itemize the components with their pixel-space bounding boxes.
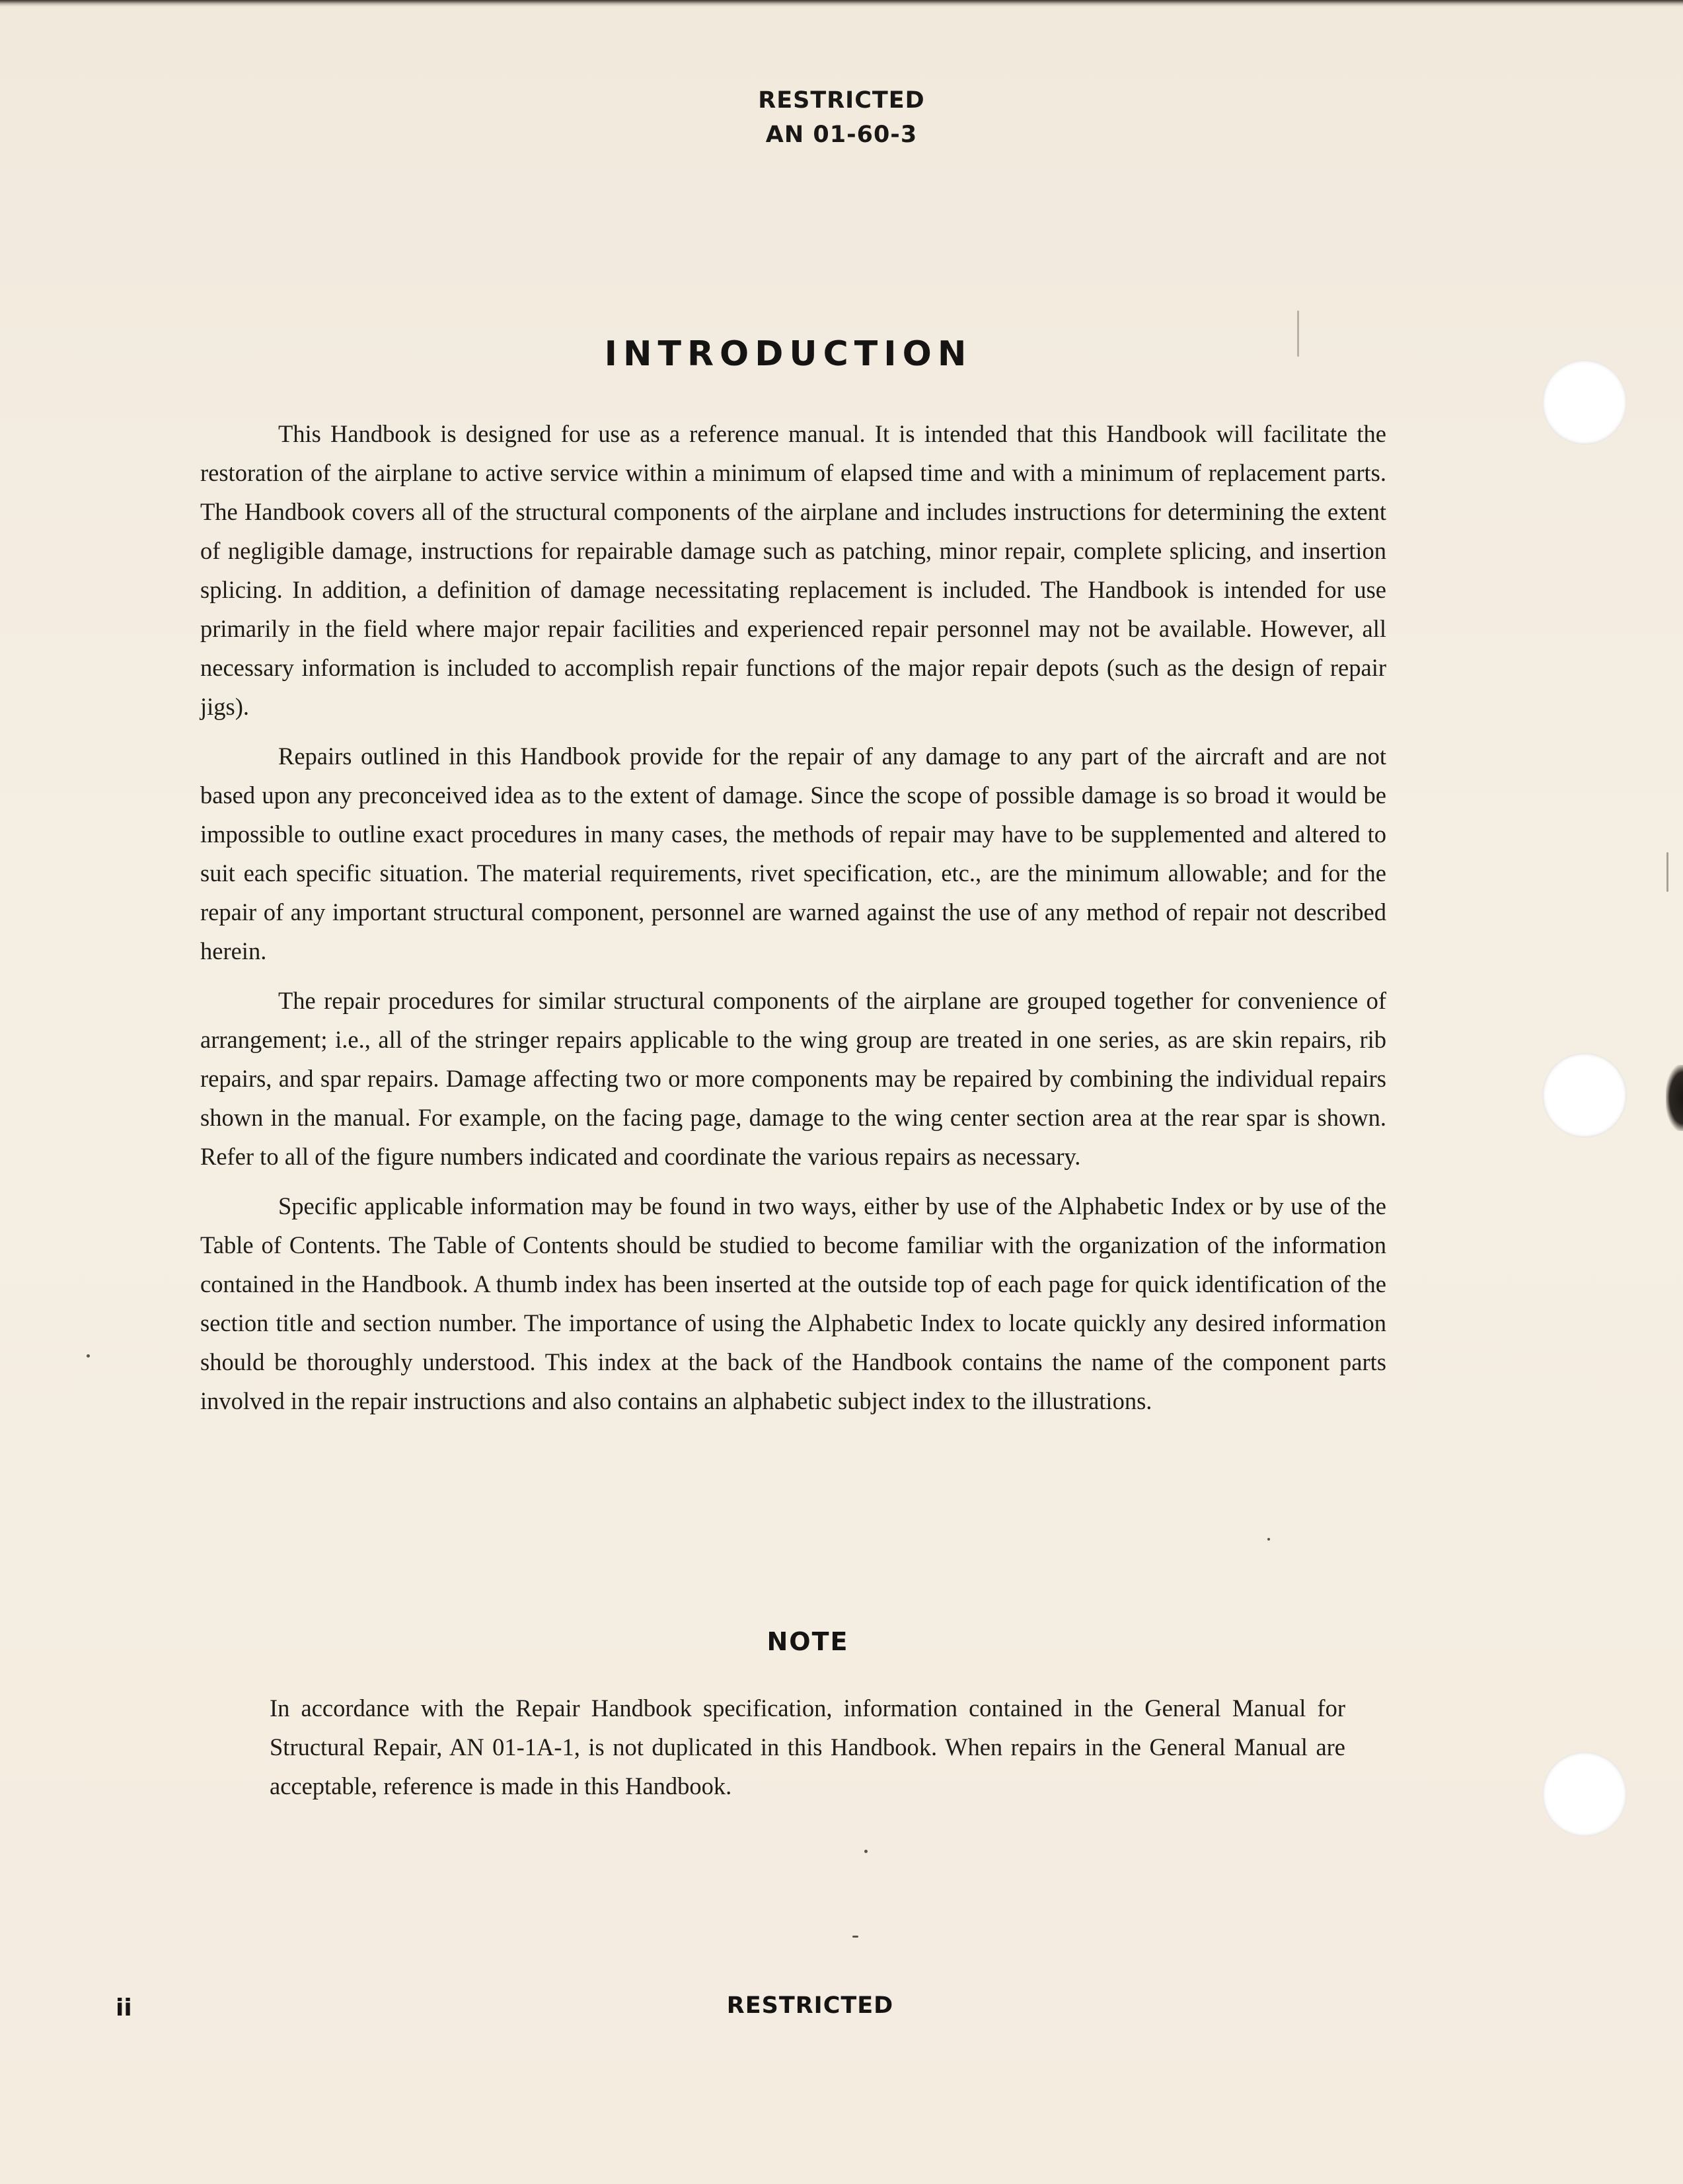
note-title: NOTE bbox=[767, 1627, 849, 1656]
paper-fleck bbox=[1666, 852, 1668, 892]
paper-fleck bbox=[1267, 1538, 1270, 1541]
binder-hole-middle bbox=[1542, 1053, 1627, 1138]
page-title: INTRODUCTION bbox=[604, 334, 973, 374]
page-edge-mark bbox=[1666, 1065, 1683, 1131]
paragraph-4: Specific applicable information may be found in two ways, either by use of the Alphabetic Index or by use of the Table of Contents. The Table of Contents should be studied to become familiar with the organization of the information contained in the Handbook. A thumb index has been inserted at the outside top of each page for quick identification of the section title and section number. The importance of using the Alphabetic Index to locate quickly any desired information should be thoroughly understood. This index at the back of the Handbook contains the name of the component parts involved in the repair instructions and also contains an alphabetic subject index to the illustrations. bbox=[200, 1192, 1386, 1414]
paper-fleck bbox=[852, 1936, 858, 1938]
binder-hole-top bbox=[1542, 360, 1627, 445]
paragraph-3: The repair procedures for similar structural components of the airplane are grouped together for convenience of arrangement; i.e., all of the stringer repairs applicable to the wing group are treated in one series, as are skin repairs, rib repairs, and spar repairs. Damage affecting two or more components may be repaired by combining the individual repairs shown in the manual. For example, on the facing page, damage to the wing center section area at the rear spar is shown. Refer to all of the figure numbers indicated and coordinate the various repairs as necessary. bbox=[200, 987, 1386, 1170]
paper-fleck bbox=[1297, 310, 1299, 357]
introduction-body bbox=[200, 414, 1386, 1431]
paragraph-1: This Handbook is designed for use as a reference manual. It is intended that this Handbook will facilitate the restoration of the airplane to active service within a minimum of elapsed time and with a minimum of replacement parts. The Handbook covers all of the structural components of the airplane and includes instructions for determining the extent of negligible damage, instructions for repairable damage such as patching, minor repair, complete splicing, and insertion splicing. In addition, a definition of damage necessitating replacement is included. The Handbook is intended for use primarily in the field where major repair facilities and experienced repair personnel may not be available. However, all necessary information is included to accomplish repair functions of the major repair depots (such as the design of repair jigs). bbox=[200, 420, 1386, 720]
paragraph-2: Repairs outlined in this Handbook provide for the repair of any damage to any part of the aircraft and are not based upon any preconceived idea as to the extent of damage. Since the scope of possible damage is so broad it would be impossible to outline exact procedures in many cases, the methods of repair may have to be supplemented and altered to suit each specific situation. The material requirements, rivet specification, etc., are the minimum allowable; and for the repair of any important structural component, personnel are warned against the use of any method of repair not described herein. bbox=[200, 743, 1386, 965]
paper-fleck bbox=[864, 1850, 868, 1853]
header-classification: RESTRICTED bbox=[758, 87, 925, 114]
page-number: ii bbox=[116, 1994, 132, 2021]
paper-fleck bbox=[87, 1354, 90, 1358]
binder-hole-bottom bbox=[1542, 1752, 1627, 1837]
header-doc-number: AN 01-60-3 bbox=[765, 122, 918, 148]
note-text: In accordance with the Repair Handbook specification, information contained in the General Manual for Structural Repair, AN 01-1A-1, is not duplicated in this Handbook. When repairs in the General Manual are acceptable, reference is made in this Handbook. bbox=[270, 1694, 1345, 1800]
page-top-edge bbox=[0, 0, 1683, 7]
footer-classification: RESTRICTED bbox=[726, 1992, 894, 2019]
